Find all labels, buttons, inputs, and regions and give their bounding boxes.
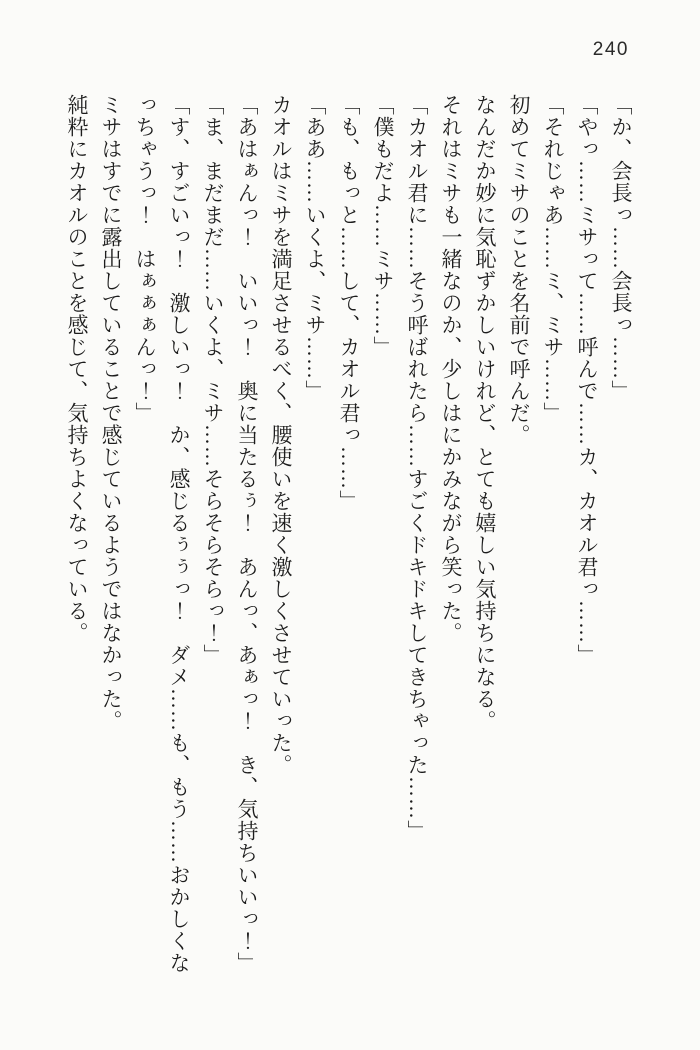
text-line: 「僕もだよ……ミサ……」 (371, 94, 395, 358)
text-line: それはミサも一緒なのか、少しはにかみながら笑った。 (439, 94, 463, 644)
text-line: 「やっ……ミサって……呼んで……カ、カオル君っ……」 (575, 94, 599, 666)
text-line: 「も、もっと……して、カオル君っ……」 (337, 94, 361, 512)
text-line: 「ま、まだまだ……いくよ、ミサ……そらそらそらっ！」 (201, 94, 225, 666)
text-line: ミサはすでに露出していることで感じているようではなかった。 (99, 94, 123, 732)
text-line: 「それじゃあ……ミ、ミサ……」 (541, 94, 565, 424)
text-line: 「あはぁんっ！ いいっ！ 奥に当たるぅ！ あんっ、あぁっ！ き、気持ちいいっ！」 (235, 94, 259, 974)
page-number: 240 (592, 39, 629, 60)
text-line: 「カオル君に……そう呼ばれたら……すごくドキドキしてきちゃった……」 (405, 94, 429, 842)
text-line: 「か、会長っ……会長っ……」 (609, 94, 633, 402)
text-line: 純粋にカオルのことを感じて、気持ちよくなっている。 (65, 94, 89, 644)
text-line: なんだか妙に気恥ずかしいけれど、とても嬉しい気持ちになる。 (473, 94, 497, 732)
text-line: 初めてミサのことを名前で呼んだ。 (507, 94, 531, 446)
text-line: 「す、すごいっ！ 激しいっ！ か、感じるぅぅっ！ ダメ……も、もう……おかしくな (167, 94, 191, 974)
text-line: っちゃうっ！ はぁぁぁんっ！」 (133, 94, 157, 424)
page-text (58, 94, 638, 1004)
text-line: 「ああ……いくよ、ミサ……」 (303, 94, 327, 402)
text-line: カオルはミサを満足させるべく、腰使いを速く激しくさせていった。 (269, 94, 293, 776)
